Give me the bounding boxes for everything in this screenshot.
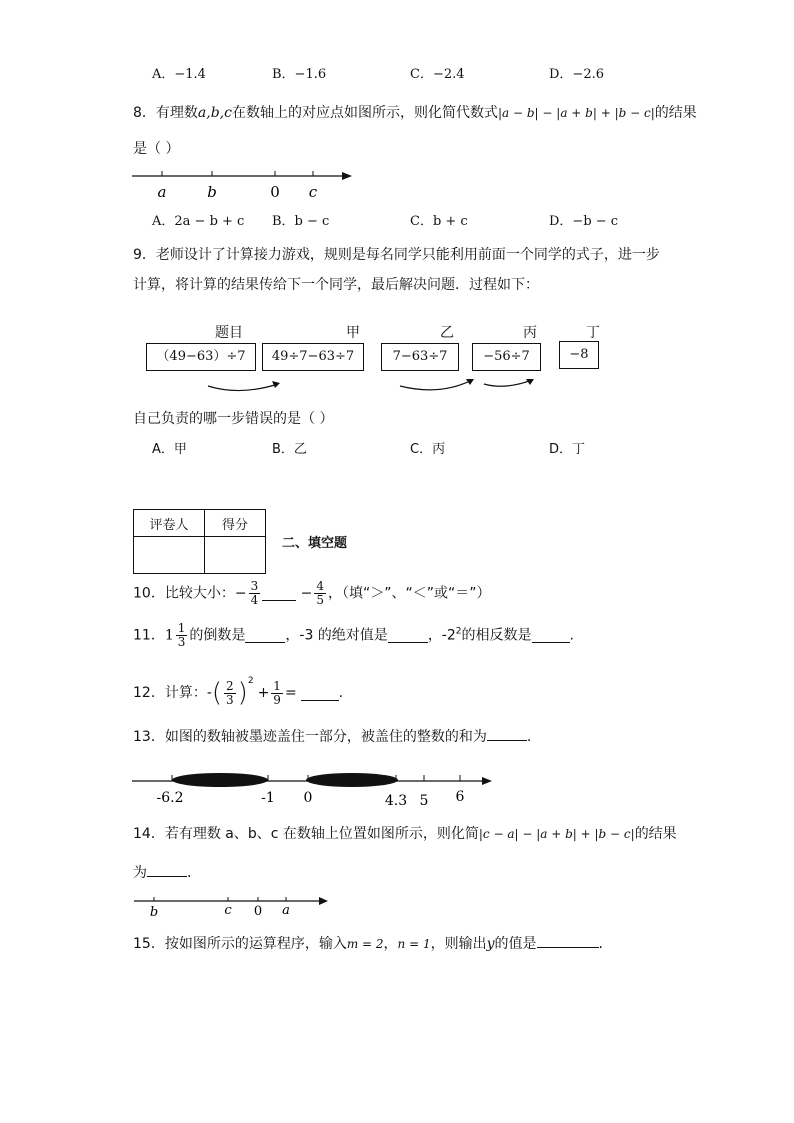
q9-option-d: D．丁 bbox=[549, 442, 586, 457]
q8-prefix: 8．有理数 bbox=[133, 105, 198, 121]
q12-answer-blank[interactable] bbox=[301, 686, 339, 701]
q9-stem-line2: 计算，将计算的结果传给下一个同学，最后解决问题．过程如下： bbox=[133, 277, 539, 293]
q13-number-line bbox=[130, 768, 500, 808]
q8-axis-label-c: c bbox=[308, 183, 318, 201]
q13-label-4.3: 4.3 bbox=[384, 793, 408, 808]
q14-axis-label-zero: 0 bbox=[253, 904, 263, 919]
q8-axis-label-b: b bbox=[207, 183, 217, 201]
q8-stem-line2: 是（ ） bbox=[133, 141, 180, 157]
q8-stem bbox=[133, 104, 697, 122]
q14-expression: |c − a| − |a + b| + |b − c| bbox=[478, 827, 635, 841]
q8-vars: a,b,c bbox=[197, 105, 232, 121]
q12-stem: 12．计算：-( $\frac{2}{3}$ )$^2$+ $\frac{1}{9}$ = . bbox=[133, 676, 344, 708]
q9-header-yi: 乙 bbox=[440, 325, 454, 341]
q13-answer-blank[interactable] bbox=[487, 726, 527, 741]
q9-option-b: B．乙 bbox=[272, 442, 307, 457]
grader-cell[interactable] bbox=[134, 537, 205, 574]
q8-option-a: A．2a − b + c bbox=[152, 214, 245, 229]
q9-header-topic: 题目 bbox=[215, 325, 243, 341]
q7-option-a: A．−1.4 bbox=[152, 67, 206, 82]
q9-question: 自己负责的哪一步错误的是（ ） bbox=[133, 411, 334, 427]
q8-axis-label-a: a bbox=[157, 183, 167, 201]
q15-answer-blank[interactable] bbox=[537, 933, 599, 948]
score-header: 得分 bbox=[205, 510, 266, 537]
q12-fraction-1: $\frac{2}{3}$ bbox=[226, 678, 234, 707]
ink-blot-right bbox=[306, 773, 398, 787]
q8-mid: 在数轴上的对应点如图所示，则化简代数式 bbox=[231, 105, 498, 121]
q11-answer-blank-1[interactable] bbox=[245, 628, 285, 643]
q12-fraction-2: $\frac{1}{9}$ bbox=[273, 678, 281, 707]
q11-answer-blank-3[interactable] bbox=[532, 628, 570, 643]
q14-stem-line2: 为 . bbox=[133, 862, 191, 882]
ink-blot-left bbox=[172, 773, 268, 787]
grader-header: 评卷人 bbox=[134, 510, 205, 537]
q11-stem: 11．1 $\frac{1}{3}$ 的倒数是 ，-3 的绝对值是 ，$-2^2$的相反数是 . bbox=[133, 621, 574, 649]
q13-label-neg1: -1 bbox=[261, 790, 275, 806]
q14-axis-label-c: c bbox=[224, 903, 232, 918]
q8-expression: |a − b| − |a + b| + |b − c| bbox=[497, 106, 655, 120]
q9-option-c: C．丙 bbox=[410, 442, 446, 457]
q9-box-jia: 49÷7−63÷7 bbox=[262, 343, 364, 371]
q11-answer-blank-2[interactable] bbox=[388, 628, 428, 643]
q9-box-yi: 7−63÷7 bbox=[381, 343, 459, 371]
q14-stem: 14．若有理数 a、b、c 在数轴上位置如图所示，则化简|c − a| − |a + b| + |b − c|的结果 bbox=[133, 826, 677, 842]
q10-answer-blank[interactable] bbox=[262, 586, 296, 601]
q14-answer-blank[interactable] bbox=[147, 862, 187, 877]
q14-number-line bbox=[130, 893, 340, 923]
q13-label-neg6.2: -6.2 bbox=[156, 790, 184, 806]
q10-prefix: 10．比较大小： bbox=[133, 585, 235, 602]
q8-option-d: D．−b − c bbox=[549, 214, 619, 229]
q10-fraction-1: $\frac{3}{4}$ bbox=[250, 579, 259, 607]
q9-relay-arrows bbox=[200, 370, 600, 400]
q13-stem: 13．如图的数轴被墨迹盖住一部分，被盖住的整数的和为 . bbox=[133, 726, 531, 746]
q9-box-ding: −8 bbox=[559, 341, 599, 369]
q9-box-bing: −56÷7 bbox=[472, 343, 541, 371]
q14-axis-label-b: b bbox=[149, 905, 159, 920]
q10-fraction-2: $\frac{4}{5}$ bbox=[316, 579, 325, 607]
q8-option-b: B．b − c bbox=[272, 214, 330, 229]
q13-label-zero: 0 bbox=[303, 790, 313, 806]
q9-header-bing: 丙 bbox=[523, 325, 537, 341]
q9-header-ding: 丁 bbox=[586, 325, 600, 341]
score-cell[interactable] bbox=[205, 537, 266, 574]
q7-option-c: C．−2.4 bbox=[410, 67, 465, 82]
grader-score-table bbox=[133, 509, 266, 574]
q9-box-topic: （49−63）÷7 bbox=[146, 343, 256, 371]
q14-axis-label-a: a bbox=[282, 903, 290, 918]
q8-suffix: 的结果 bbox=[654, 105, 697, 121]
q8-axis-label-zero: 0 bbox=[270, 183, 280, 201]
q7-option-d: D．−2.6 bbox=[549, 67, 604, 82]
q9-option-a: A．甲 bbox=[152, 442, 187, 457]
q8-option-c: C．b + c bbox=[410, 214, 468, 229]
q9-header-jia: 甲 bbox=[346, 325, 360, 341]
q10-stem: 10．比较大小：− $\frac{3}{4}$ − $\frac{4}{5}$ ，（填“＞”、“＜”或“＝”） bbox=[133, 579, 491, 607]
q15-stem: 15．按如图所示的运算程序，输入m = 2，n = 1，则输出y的值是 . bbox=[133, 933, 603, 953]
q13-label-5: 5 bbox=[419, 793, 429, 808]
q13-label-6: 6 bbox=[455, 789, 465, 805]
q8-number-line bbox=[130, 166, 360, 204]
q11-fraction: $\frac{1}{3}$ bbox=[177, 621, 186, 649]
q7-option-b: B．−1.6 bbox=[272, 67, 327, 82]
section-title: 二、填空题 bbox=[282, 536, 348, 551]
q10-suffix: ，（填“＞”、“＜”或“＝”） bbox=[328, 585, 491, 602]
q9-stem-line1: 9．老师设计了计算接力游戏，规则是每名同学只能利用前面一个同学的式子，进一步 bbox=[133, 247, 660, 263]
